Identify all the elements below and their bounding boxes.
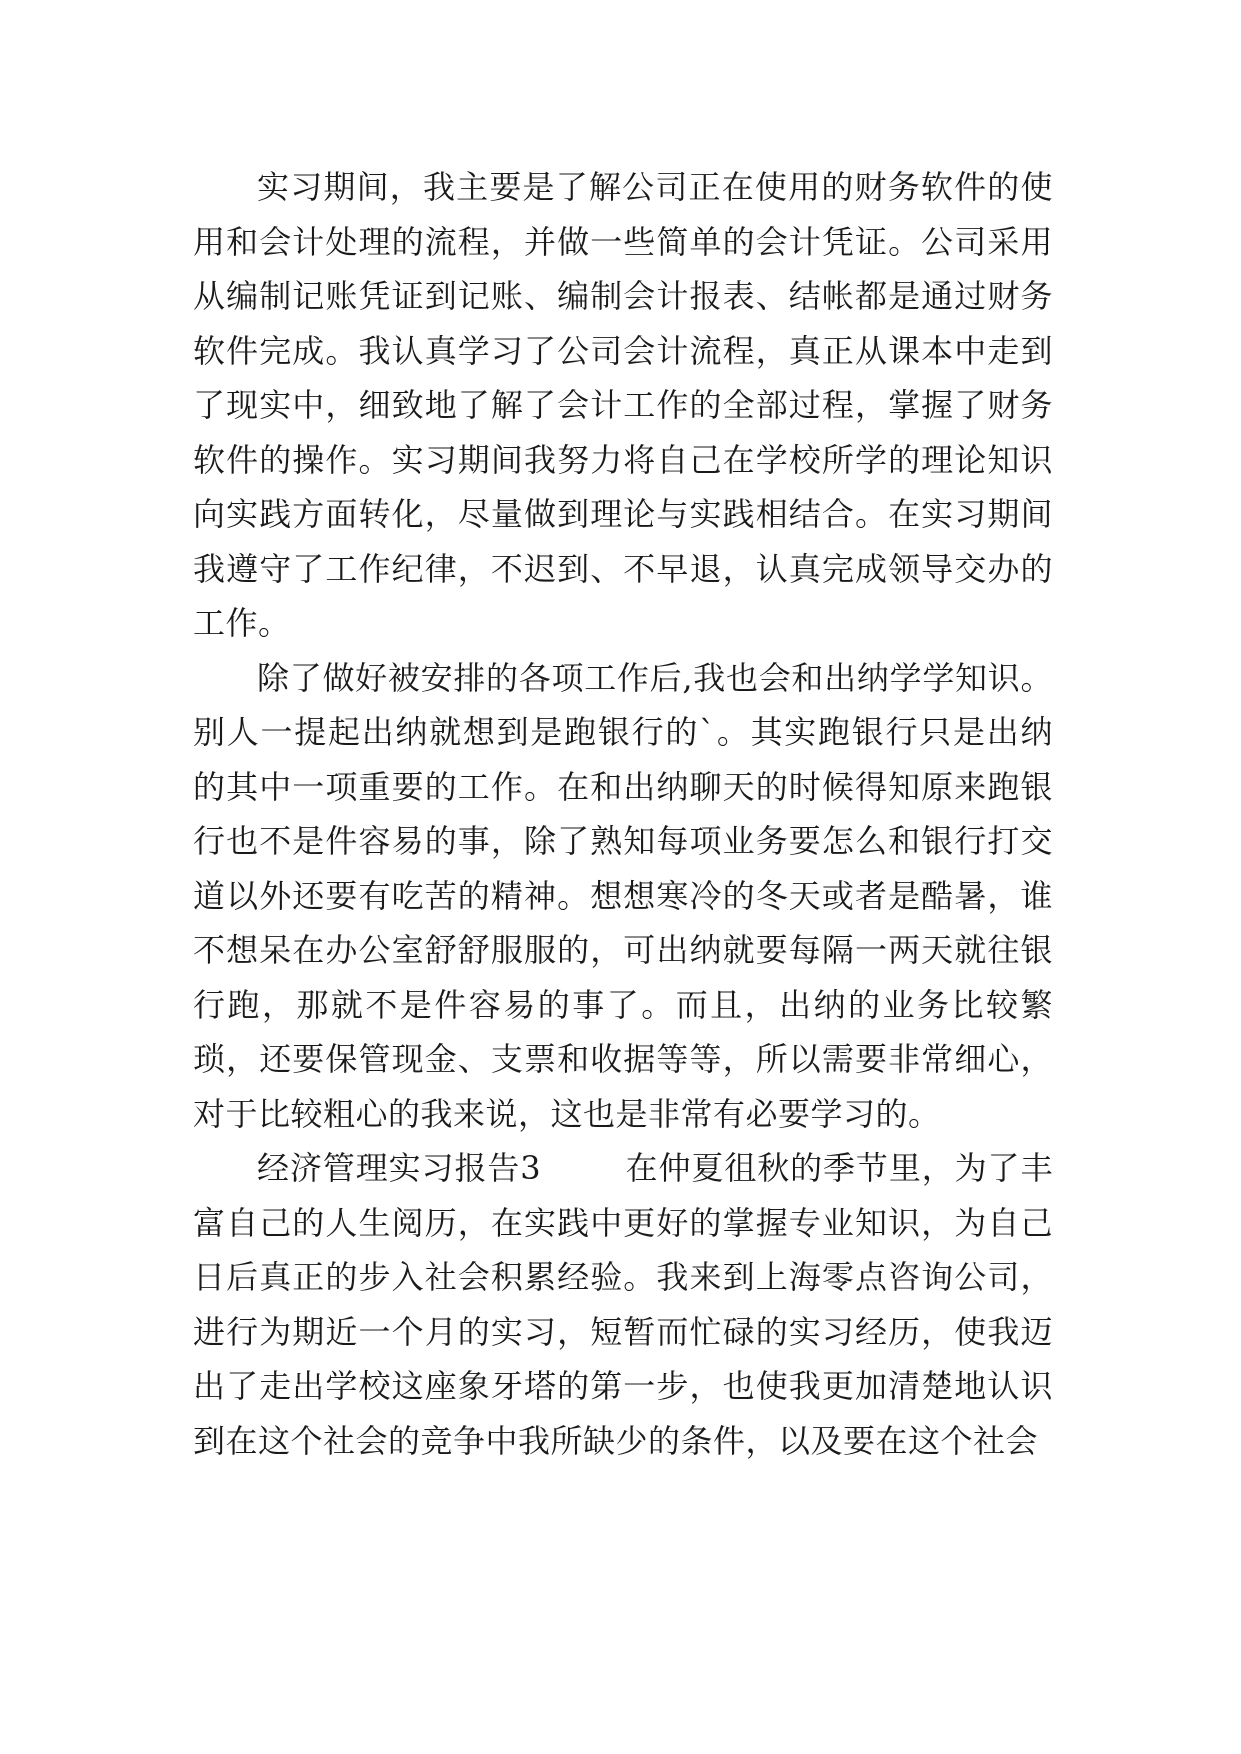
section-heading: 经济管理实习报告3	[257, 1149, 542, 1187]
section-body: 在仲夏徂秋的季节里，为了丰富自己的人生阅历，在实践中更好的掌握专业知识，为自己日后真正的步入社会积累经验。我来到上海零点咨询公司，进行为期近一个月的实习，短暂而忙碌的实习经历，使我迈出了走出学校这座象牙塔的第一步，也使我更加清楚地认识到在这个社会的竞争中我所缺少的条件，以及要在这个社会	[193, 1149, 1053, 1460]
paragraph-internship-duties: 实习期间，我主要是了解公司正在使用的财务软件的使用和会计处理的流程，并做一些简单的会计凭证。公司采用从编制记账凭证到记账、编制会计报表、结帐都是通过财务软件完成。我认真学习了公司会计流程，真正从课本中走到了现实中，细致地了解了会计工作的全部过程，掌握了财务软件的操作。实习期间我努力将自己在学校所学的理论知识向实践方面转化，尽量做到理论与实践相结合。在实习期间我遵守了工作纪律，不迟到、不早退，认真完成领导交办的工作。	[193, 168, 1053, 642]
document-body	[193, 160, 1053, 1468]
paragraph-report-3	[193, 1141, 1053, 1468]
paragraph-cashier-learning: 除了做好被安排的各项工作后,我也会和出纳学学知识。别人一提起出纳就想到是跑银行的`。其实跑银行只是出纳的其中一项重要的工作。在和出纳聊天的时候得知原来跑银行也不是件容易的事，除了熟知每项业务要怎么和银行打交道以外还要有吃苦的精神。想想寒冷的冬天或者是酷暑，谁不想呆在办公室舒舒服服的，可出纳就要每隔一两天就往银行跑，那就不是件容易的事了。而且，出纳的业务比较繁琐，还要保管现金、支票和收据等等，所以需要非常细心，对于比较粗心的我来说，这也是非常有必要学习的。	[193, 658, 1053, 1133]
